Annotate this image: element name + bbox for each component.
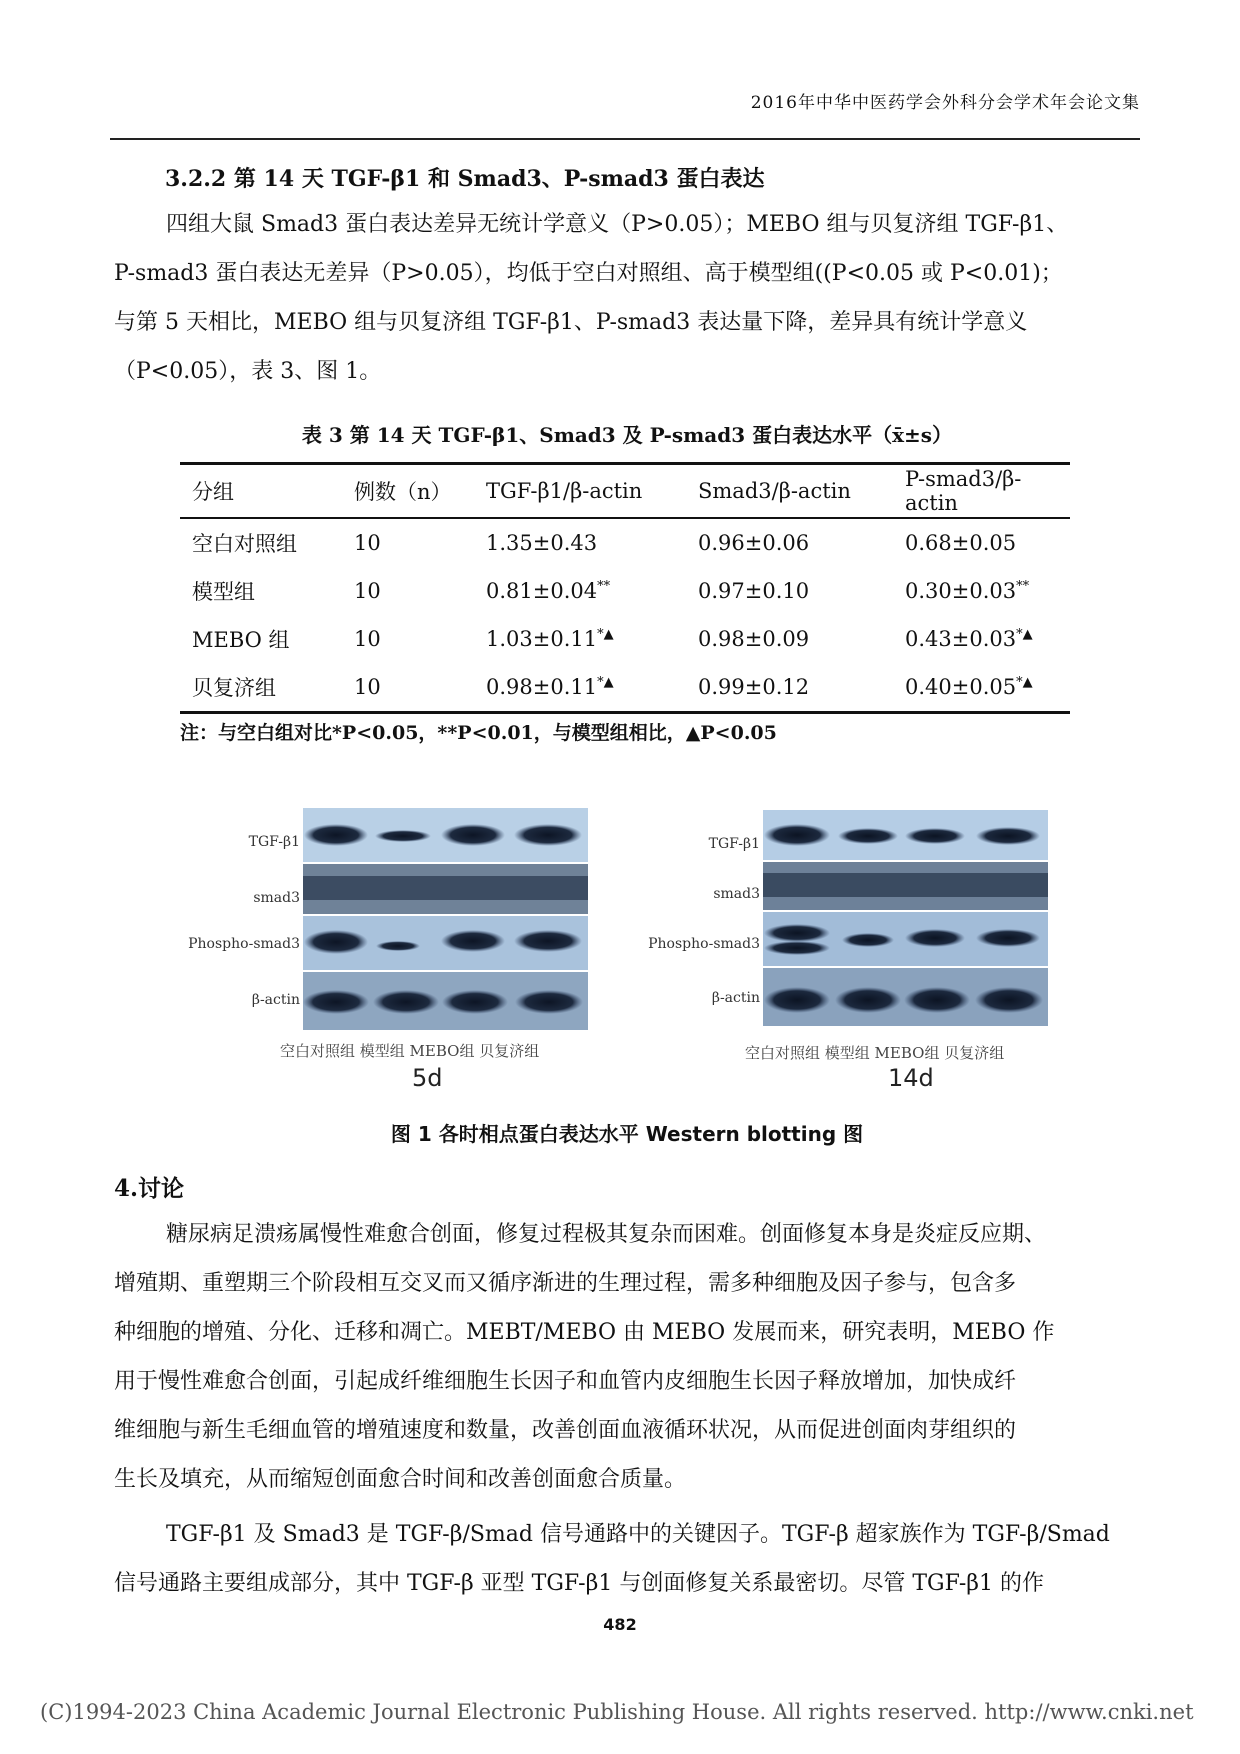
blot-band xyxy=(441,824,505,846)
column-header: P-smad3/β-actin xyxy=(905,467,1022,515)
paragraph-results xyxy=(114,200,1140,396)
tgf-cell xyxy=(474,663,686,713)
column-header: 例数（n） xyxy=(354,480,452,504)
header-rule xyxy=(110,138,1140,140)
copyright-footer: (C)1994-2023 China Academic Journal Electronic Publishing House. All rights reserved. http://www.cnki.net xyxy=(40,1700,1194,1724)
psmad3-value: 0.30±0.03 xyxy=(905,579,1017,603)
blot-band xyxy=(442,990,508,1014)
group-cell: 贝复济组 xyxy=(192,676,276,700)
psmad3-value: 0.43±0.03 xyxy=(905,627,1017,651)
tgf-value: 0.98±0.11 xyxy=(486,675,598,699)
blot-band xyxy=(976,827,1040,845)
blot-band xyxy=(835,987,901,1013)
tgf-cell xyxy=(474,518,686,567)
blot-band xyxy=(376,941,420,951)
blot-band xyxy=(303,990,369,1014)
psmad3-cell xyxy=(893,518,1070,567)
blot-row-label: β-actin xyxy=(711,990,760,1006)
blot-band xyxy=(763,873,1048,897)
smad3-cell: 0.96±0.06 xyxy=(698,531,810,555)
running-header: 2016年中华中医药学会外科分会学术年会论文集 xyxy=(750,93,1140,113)
blot-band xyxy=(842,933,894,947)
psmad3-cell xyxy=(893,663,1070,713)
blot-row-label: smad3 xyxy=(713,886,760,902)
subsection-heading: 3.2.2 第 14 天 TGF-β1 和 Smad3、P-smad3 蛋白表达 xyxy=(165,166,765,192)
blot-row-label: TGF-β1 xyxy=(708,836,760,852)
smad3-cell: 0.99±0.12 xyxy=(698,675,810,699)
table-row xyxy=(180,567,1070,615)
results-table xyxy=(180,462,1070,714)
blot-row-label: β-actin xyxy=(251,992,300,1008)
blot-panel-5d xyxy=(190,808,610,1098)
significance-mark: ** xyxy=(1016,579,1030,594)
blot-band xyxy=(304,930,368,954)
significance-mark: ** xyxy=(597,579,611,594)
significance-mark: *▲ xyxy=(597,675,614,690)
group-cell: MEBO 组 xyxy=(192,628,290,652)
blot-band xyxy=(514,824,582,846)
paragraph-line: 增殖期、重塑期三个阶段相互交叉而又循序渐进的生理过程，需多种细胞及因子参与，包含多 xyxy=(114,1271,1017,1296)
blot-image-14d xyxy=(763,810,1048,1030)
table-row xyxy=(180,615,1070,663)
tgf-value: 0.81±0.04 xyxy=(486,579,598,603)
paragraph-line: 种细胞的增殖、分化、迁移和凋亡。MEBT/MEBO 由 MEBO 发展而来，研究表明，MEBO 作 xyxy=(114,1320,1055,1345)
table-header-row xyxy=(180,464,1070,519)
paragraph-line: 用于慢性难愈合创面，引起成纤维细胞生长因子和血管内皮细胞生长因子释放增加，加快成纤 xyxy=(114,1369,1017,1394)
blot-band xyxy=(764,824,830,846)
blot-band xyxy=(764,924,830,942)
blot-band xyxy=(905,929,965,947)
paragraph-line: 生长及填充，从而缩短创面愈合时间和改善创面愈合质量。 xyxy=(114,1467,687,1492)
table-caption: 表 3 第 14 天 TGF-β1、Smad3 及 P-smad3 蛋白表达水平（x̄±s） xyxy=(301,423,953,447)
section-heading: 4.讨论 xyxy=(114,1175,185,1202)
blot-band xyxy=(838,828,898,844)
column-header: TGF-β1/β-actin xyxy=(486,479,643,503)
column-header: 分组 xyxy=(192,480,234,504)
paragraph-tgf xyxy=(114,1510,1140,1608)
blot-band xyxy=(904,987,970,1013)
psmad3-cell xyxy=(893,567,1070,615)
blot-band xyxy=(975,987,1043,1013)
blot-row-label: Phospho-smad3 xyxy=(648,936,760,952)
page-number: 482 xyxy=(603,1615,637,1634)
psmad3-value: 0.68±0.05 xyxy=(905,531,1017,555)
blot-band xyxy=(514,930,582,952)
table-row xyxy=(180,663,1070,713)
blot-time-label: 5d xyxy=(412,1064,443,1092)
figure-caption: 图 1 各时相点蛋白表达水平 Western blotting 图 xyxy=(390,1122,864,1146)
column-header: Smad3/β-actin xyxy=(698,479,851,503)
n-cell: 10 xyxy=(354,675,381,699)
paragraph-line: TGF-β1 及 Smad3 是 TGF-β/Smad 信号通路中的关键因子。TGF-β 超家族作为 TGF-β/Smad xyxy=(166,1522,1110,1547)
blot-band xyxy=(375,830,431,842)
blot-row-label: smad3 xyxy=(253,890,300,906)
blot-band xyxy=(373,990,439,1014)
paragraph-line: P-smad3 蛋白表达无差异（P>0.05），均低于空白对照组、高于模型组((P<0.05 或 P<0.01)； xyxy=(114,261,1063,286)
paragraph-line: 四组大鼠 Smad3 蛋白表达差异无统计学意义（P>0.05）；MEBO 组与贝复济组 TGF-β1、 xyxy=(166,212,1069,237)
tgf-cell xyxy=(474,567,686,615)
paragraph-discussion xyxy=(114,1210,1140,1504)
paragraph-line: 糖尿病足溃疡属慢性难愈合创面，修复过程极其复杂而困难。创面修复本身是炎症反应期、 xyxy=(166,1222,1047,1247)
tgf-value: 1.35±0.43 xyxy=(486,531,598,555)
blot-row-label: TGF-β1 xyxy=(248,834,300,850)
blot-row-label: Phospho-smad3 xyxy=(188,936,300,952)
blot-lane-labels: 空白对照组 模型组 MEBO组 贝复济组 xyxy=(280,1042,540,1060)
blot-band xyxy=(905,828,965,844)
blot-panel-14d xyxy=(650,808,1070,1098)
smad3-cell: 0.97±0.10 xyxy=(698,579,810,603)
blot-band xyxy=(764,941,830,955)
blot-band xyxy=(304,824,368,846)
blot-time-label: 14d xyxy=(888,1064,934,1092)
paragraph-line: 信号通路主要组成部分，其中 TGF-β 亚型 TGF-β1 与创面修复关系最密切。尽管 TGF-β1 的作 xyxy=(114,1571,1044,1596)
group-cell: 模型组 xyxy=(192,580,255,604)
significance-mark: *▲ xyxy=(1016,627,1033,642)
n-cell: 10 xyxy=(354,531,381,555)
blot-band xyxy=(441,930,505,952)
tgf-cell xyxy=(474,615,686,663)
table-note: 注：与空白组对比*P<0.05，**P<0.01，与模型组相比，▲P<0.05 xyxy=(180,722,777,744)
blot-band xyxy=(303,876,588,900)
significance-mark: *▲ xyxy=(1016,675,1033,690)
paragraph-line: 与第 5 天相比，MEBO 组与贝复济组 TGF-β1、P-smad3 表达量下降，差异具有统计学意义 xyxy=(114,310,1028,335)
table-row xyxy=(180,518,1070,567)
blot-lane-labels: 空白对照组 模型组 MEBO组 贝复济组 xyxy=(745,1044,1005,1062)
significance-mark: *▲ xyxy=(597,627,614,642)
psmad3-cell xyxy=(893,615,1070,663)
tgf-value: 1.03±0.11 xyxy=(486,627,598,651)
group-cell: 空白对照组 xyxy=(192,532,297,556)
blot-band xyxy=(976,929,1040,947)
blot-band xyxy=(764,987,830,1013)
blot-band xyxy=(515,990,583,1014)
paragraph-line: 维细胞与新生毛细血管的增殖速度和数量，改善创面血液循环状况，从而促进创面肉芽组织的 xyxy=(114,1418,1017,1443)
paragraph-line: （P<0.05），表 3、图 1。 xyxy=(114,359,382,384)
smad3-cell: 0.98±0.09 xyxy=(698,627,810,651)
n-cell: 10 xyxy=(354,579,381,603)
psmad3-value: 0.40±0.05 xyxy=(905,675,1017,699)
n-cell: 10 xyxy=(354,627,381,651)
blot-image-5d xyxy=(303,808,588,1030)
